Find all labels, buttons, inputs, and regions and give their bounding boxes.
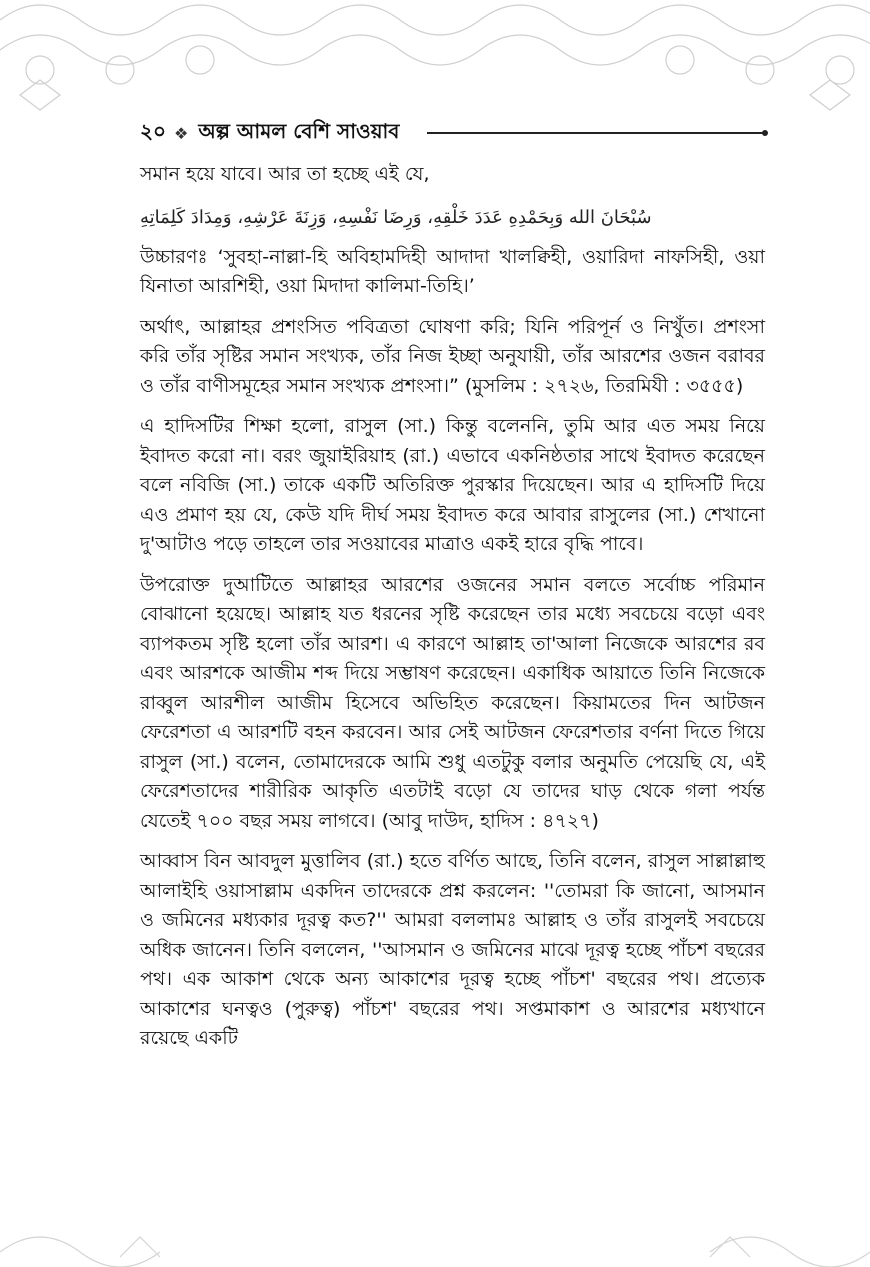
running-title: অল্প আমল বেশি সাওয়াব bbox=[198, 118, 400, 143]
paragraph-abbas: আব্বাস বিন আবদুল মুত্তালিব (রা.) হতে বর্ণিত আছে, তিনি বলেন, রাসুল সাল্লাল্লাহু আলাইহি ওয়াসাল্লাম একদিন তাদেরকে প্রশ্ন করলেন: ''তোমরা কি জানো, আসমান ও জমিনের মধ্যকার দূরত্ব কত?'' আমরা বললামঃ আল্লাহ ও তাঁর রাসুলই সবচেয়ে অধিক জানেন। তিনি বললেন, ''আসমান ও জমিনের মাঝে দূরত্ব হচ্ছে পাঁচশ বছরের পথ। এক আকাশ থেকে অন্য আকাশের দূরত্ব হচ্ছে পাঁচশ' বছরের পথ। প্রত্যেক আকাশের ঘনত্বও (পুরুত্ব) পাঁচশ' বছরের পথ। সপ্তমাকাশ ও আরশের মধ্যখানে রয়েছে একটি bbox=[140, 850, 765, 1049]
paragraph-lesson: এ হাদিসটির শিক্ষা হলো, রাসুল (সা.) কিন্তু বলেননি, তুমি আর এত সময় নিয়ে ইবাদত করো না। বরং জুয়াইরিয়াহ (রা.) এভাবে একনিষ্ঠতার সাথে ইবাদত করেছেন বলে নবিজি (সা.) তাকে একটি অতিরিক্ত পুরস্কার দিয়েছেন। আর এ হাদিসটি দিয়ে এও প্রমাণ হয় যে, কেউ যদি দীর্ঘ সময় ইবাদত করে আবার রাসুলের (সা.) শেখানো দু'আটাও পড়ে তাহলে তার সওয়াবের মাত্রাও একই হারে বৃদ্ধি পাবে। bbox=[140, 415, 765, 555]
intro-line: সমান হয়ে যাবে। আর তা হচ্ছে এই যে, bbox=[140, 163, 430, 185]
page-header bbox=[140, 118, 765, 148]
header-rule bbox=[427, 132, 765, 134]
page-body bbox=[140, 160, 765, 1065]
bottom-ornament bbox=[0, 1197, 870, 1267]
arabic-dua: سُبْحَانَ الله وَبِحَمْدِهِ عَدَدَ خَلْقِهِ، وَرِضَا نَفْسِهِ، وَزِنَةَ عَرْشِهِ، وَمِدَادَ كَلِمَاتِهِ bbox=[140, 206, 652, 228]
diamond-icon: ❖ bbox=[174, 123, 189, 143]
page-number: ২০ bbox=[140, 118, 167, 143]
top-ornament bbox=[0, 0, 870, 120]
paragraph-arsh: উপরোক্ত দুআটিতে আল্লাহর আরশের ওজনের সমান বলতে সর্বোচ্চ পরিমান বোঝানো হয়েছে। আল্লাহ যত ধরনের সৃষ্টি করেছেন তার মধ্যে সবচেয়ে বড়ো এবং ব্যাপকতম সৃষ্টি হলো তাঁর আরশ। এ কারণে আল্লাহ তা'আলা নিজেকে আরশের রব এবং আরশকে আজীম শব্দ দিয়ে সম্ভাষণ করেছেন। একাধিক আয়াতে তিনি নিজেকে রাব্বুল আরশীল আজীম হিসেবে অভিহিত করেছেন। কিয়ামতের দিন আটজন ফেরেশতা এ আরশটি বহন করবেন। আর সেই আটজন ফেরেশতার বর্ণনা দিতে গিয়ে রাসুল (সা.) বলেন, তোমাদেরকে আমি শুধু এতটুকু বলার অনুমতি পেয়েছি যে, এই ফেরেশতাদের শারীরিক আকৃতি এতটাই বড়ো যে তাদের ঘাড় থেকে গলা পর্যন্ত যেতেই ৭০০ বছর সময় লাগবে। (আবু দাউদ, হাদিস : ৪৭২৭) bbox=[140, 573, 765, 832]
meaning: অর্থাৎ, আল্লাহর প্রশংসিত পবিত্রতা ঘোষণা করি; যিনি পরিপূর্ন ও নিখুঁত। প্রশংসা করি তাঁর সৃষ্টির সমান সংখ্যক, তাঁর নিজ ইচ্ছা অনুযায়ী, তাঁর আরশের ওজন বরাবর ও তাঁর বাণীসমূহের সমান সংখ্যক প্রশংসা।” (মুসলিম : ২৭২৬, তিরমিযী : ৩৫৫৫) bbox=[140, 315, 765, 397]
pronunciation: উচ্চারণঃ ‘সুবহা-নাল্লা-হি অবিহামদিহী আদাদা খালক্বিহী, ওয়ারিদা নাফসিহী, ওয়া যিনাতা আরশিহী, ওয়া মিদাদা কালিমা-তিহি।’ bbox=[140, 245, 765, 297]
